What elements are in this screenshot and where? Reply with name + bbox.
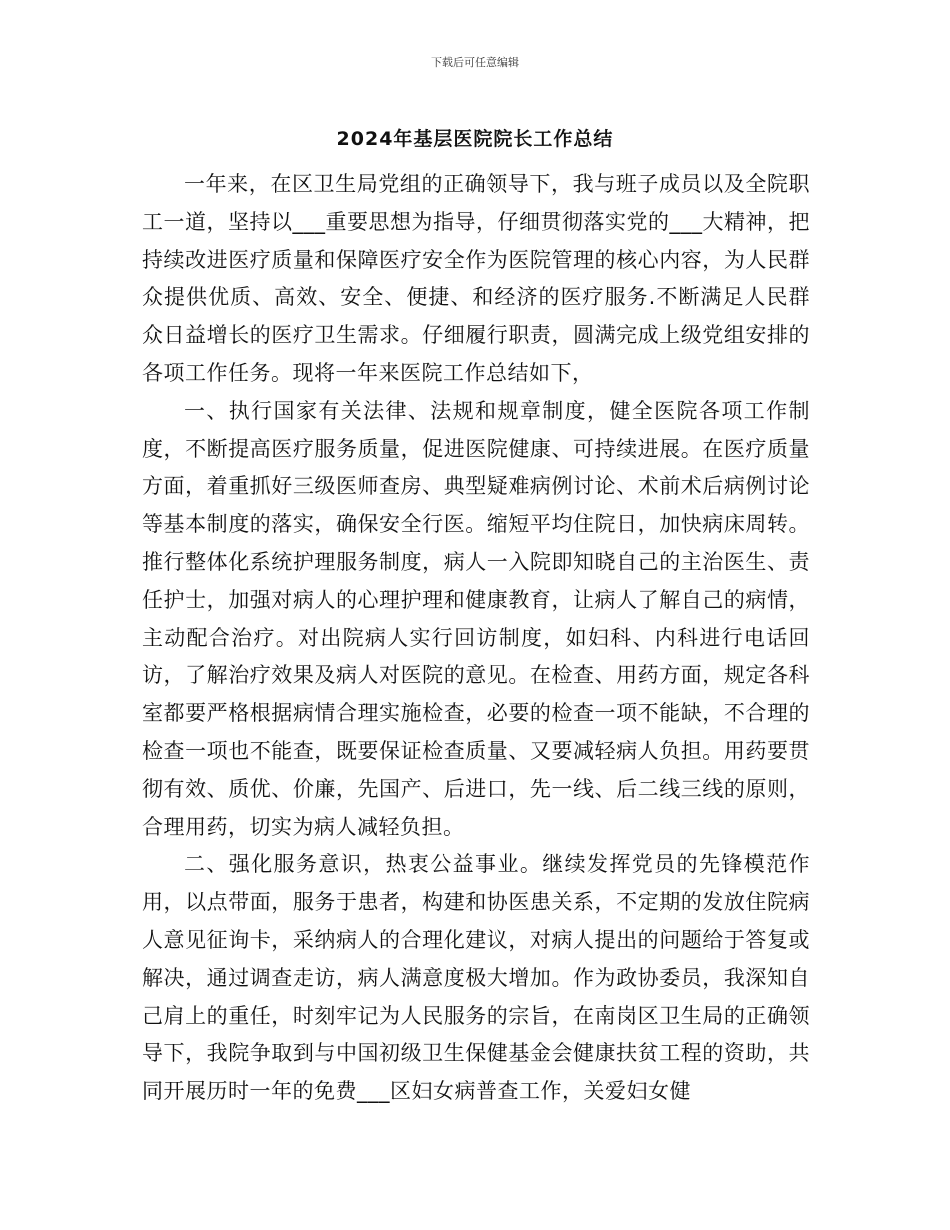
download-note: 下载后可任意编辑 (431, 56, 519, 69)
document-title: 2024年基层医院院长工作总结 (336, 128, 614, 150)
paragraph-intro: 一年来，在区卫生局党组的正确领导下，我与班子成员以及全院职工一道，坚持以___重要思想为指导，仔细贯彻落实党的___大精神，把持续改进医疗质量和保障医疗安全作为医院管理的核心内容，为人民群众提供优质、高效、安全、便捷、和经济的医疗服务.不断满足人民群众日益增长的医疗卫生需求。仔细履行职责，圆满完成上级党组安排的各项工作任务。现将一年来医院工作总结如下， (142, 172, 810, 385)
document-body (142, 166, 810, 1111)
paragraph-section-1: 一、执行国家有关法律、法规和规章制度，健全医院各项工作制度，不断提高医疗服务质量，促进医院健康、可持续进展。在医疗质量方面，着重抓好三级医师查房、典型疑难病例讨论、术前术后病例讨论等基本制度的落实，确保安全行医。缩短平均住院日，加快病床周转。推行整体化系统护理服务制度，病人一入院即知晓自己的主治医生、责任护士，加强对病人的心理护理和健康教育，让病人了解自己的病情，主动配合治疗。对出院病人实行回访制度，如妇科、内科进行电话回访，了解治疗效果及病人对医院的意见。在检查、用药方面，规定各科室都要严格根据病情合理实施检查，必要的检查一项不能缺，不合理的检查一项也不能查，既要保证检查质量、又要减轻病人负担。用药要贯彻有效、质优、价廉，先国产、后进口，先一线、后二线三线的原则，合理用药，切实为病人减轻负担。 (142, 398, 810, 839)
paragraph-section-2: 二、强化服务意识，热衷公益事业。继续发挥党员的先锋模范作用，以点带面，服务于患者，构建和协医患关系，不定期的发放住院病人意见征询卡，采纳病人的合理化建议，对病人提出的问题给于答复或解决，通过调查走访，病人满意度极大增加。作为政协委员，我深知自己肩上的重任，时刻牢记为人民服务的宗旨，在南岗区卫生局的正确领导下，我院争取到与中国初级卫生保健基金会健康扶贫工程的资助，共同开展历时一年的免费___区妇女病普查工作，关爱妇女健 (142, 852, 810, 1104)
